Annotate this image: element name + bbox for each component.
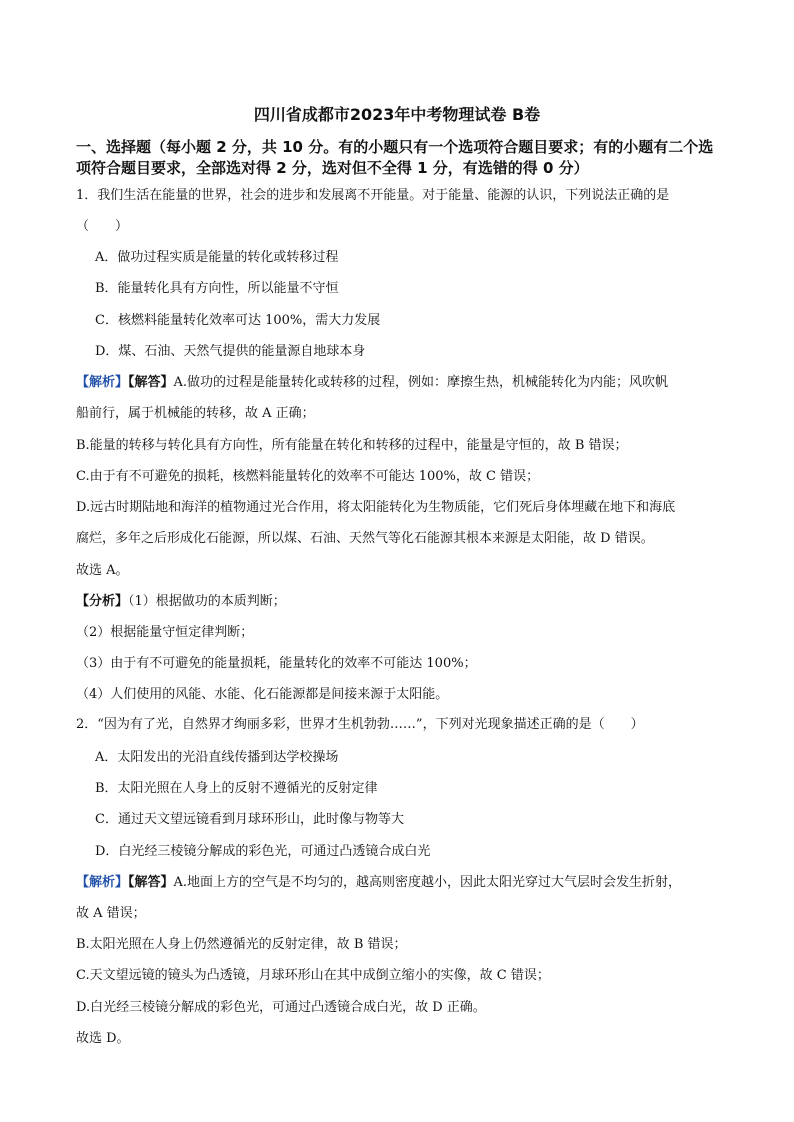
q1-answer-line-1: [76, 374, 746, 392]
q1-option-d: D．煤、石油、天然气提供的能量源自地球本身: [95, 344, 366, 359]
q1-fenxi-tag: 【分析】: [76, 594, 129, 609]
q1-answer-line-6: 腐烂，多年之后形成化石能源，所以煤、石油、天然气等化石能源其根本来源是太阳能，故 D 错误。: [76, 531, 654, 546]
q1-option-b: B．能量转化具有方向性，所以能量不守恒: [95, 281, 339, 296]
section-heading-line-2: 项符合题目要求，全部选对得 2 分，选对但不全得 1 分，有选错的得 0 分）: [76, 159, 589, 177]
q2-answer-line-5: D.白光经三棱镜分解成的彩色光，可通过凸透镜合成白光，故 D 正确。: [76, 1000, 486, 1015]
q2-jiexi-tag: 【解析】: [76, 875, 129, 890]
q2-answer-line-4: C.天文望远镜的镜头为凸透镜，月球环形山在其中成倒立缩小的实像，故 C 错误；: [76, 968, 550, 983]
q1-answer-line-2: 船前行，属于机械能的转移，故 A 正确；: [76, 406, 315, 421]
page-title: 四川省成都市2023年中考物理试卷 B卷: [253, 105, 541, 124]
q1-answer-line-7: 故选 A。: [76, 563, 129, 578]
q2-answer-line-2: 故 A 错误；: [76, 906, 146, 921]
q1-jieda-tag: 【解答】: [128, 375, 174, 390]
q2-option-c: C．通过天文望远镜看到月球环形山，此时像与物等大: [95, 812, 404, 827]
q1-option-a: A．做功过程实质是能量的转化或转移过程: [95, 250, 339, 265]
q2-answer-line-1: [76, 874, 746, 892]
q1-jiexi-tag: 【解析】: [76, 375, 129, 390]
q2-option-b: B．太阳光照在人身上的反射不遵循光的反射定律: [95, 781, 378, 796]
q1-analysis-text-1: （1）根据做功的本质判断；: [128, 594, 286, 609]
q2-answer-line-3: B.太阳光照在人身上仍然遵循光的反射定律，故 B 错误；: [76, 937, 407, 952]
q1-analysis-line-2: （2）根据能量守恒定律判断；: [76, 625, 254, 640]
q1-answer-line-5: D.远古时期陆地和海洋的植物通过光合作用，将太阳能转化为生物质能，它们死后身体埋藏在地下和海底: [76, 500, 676, 515]
q1-stem-line-1: 1．我们生活在能量的世界，社会的进步和发展离不开能量。对于能量、能源的认识，下列说法正确的是: [76, 188, 670, 203]
q2-option-d: D．白光经三棱镜分解成的彩色光，可通过凸透镜合成白光: [95, 844, 431, 859]
q2-option-a: A．太阳发出的光沿直线传播到达学校操场: [95, 750, 339, 765]
q1-answer-line-4: C.由于有不可避免的损耗，核燃料能量转化的效率不可能达 100%，故 C 错误；: [76, 469, 540, 484]
q1-answer-line-3: B.能量的转移与转化具有方向性，所有能量在转化和转移的过程中，能量是守恒的，故 B 错误；: [76, 438, 628, 453]
q1-analysis-line-4: （4）人们使用的风能、水能、化石能源都是间接来源于太阳能。: [76, 687, 449, 702]
q1-stem-line-2: （ ）: [76, 219, 129, 234]
q1-option-c: C．核燃料能量转化效率可达 100%，需大力发展: [95, 313, 381, 328]
q1-analysis-line-3: （3）由于有不可避免的能量损耗，能量转化的效率不可能达 100%；: [76, 656, 477, 671]
section-heading-line-1: 一、选择题（每小题 2 分，共 10 分。有的小题只有一个选项符合题目要求；有的小题有二个选: [76, 138, 714, 156]
q1-analysis-line-1: [76, 593, 746, 611]
q2-answer-text-1: A.地面上方的空气是不均匀的，越高则密度越小，因此太阳光穿过大气层时会发生折射，: [173, 875, 682, 890]
q2-jieda-tag: 【解答】: [128, 875, 174, 890]
q2-answer-line-6: 故选 D。: [76, 1031, 130, 1046]
q1-answer-text-1: A.做功的过程是能量转化或转移的过程，例如：摩擦生热，机械能转化为内能；风吹帆: [173, 375, 669, 390]
q2-stem-line-1: 2．“因为有了光，自然界才绚丽多彩，世界才生机勃勃……”，下列对光现象描述正确的是（ ）: [76, 717, 644, 732]
